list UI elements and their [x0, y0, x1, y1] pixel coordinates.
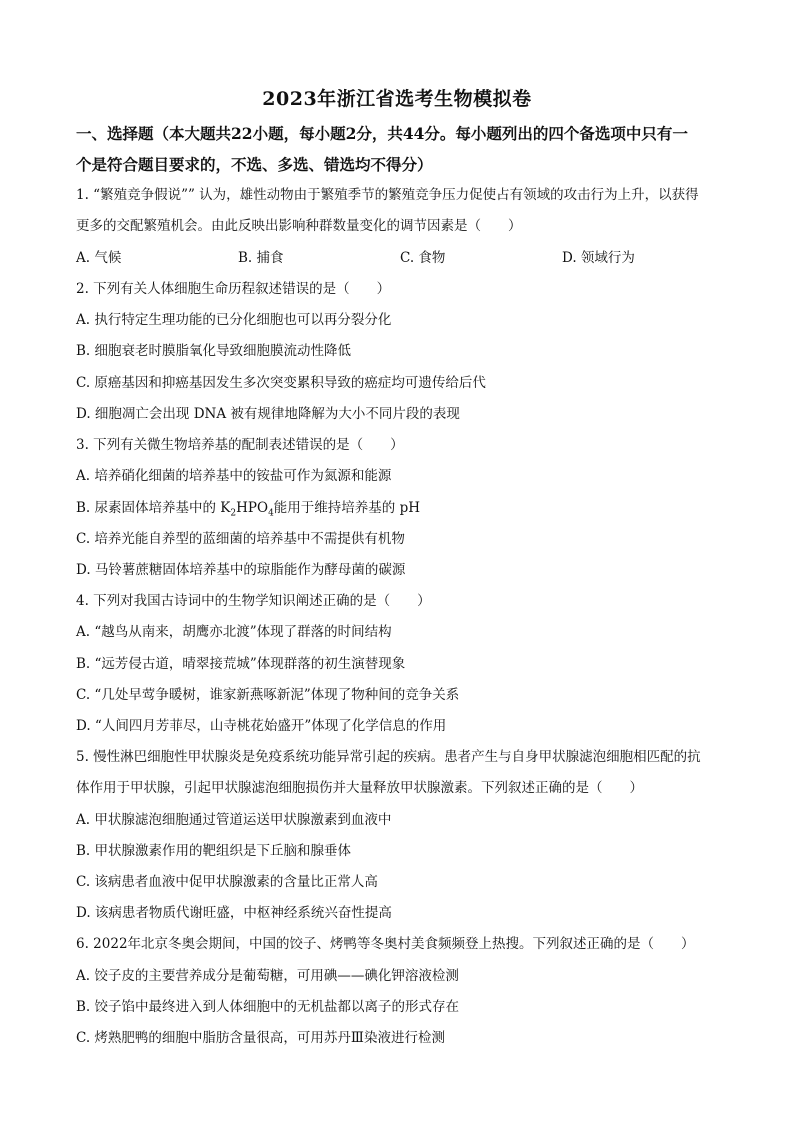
question-2-option-b: B. 细胞衰老时膜脂氧化导致细胞膜流动性降低 — [76, 343, 352, 359]
exam-title: 2023年浙江省选考生物模拟卷 — [262, 88, 532, 110]
question-4-option-b: B. “远芳侵古道，晴翠接荒城”体现群落的初生演替现象 — [76, 656, 406, 672]
question-3-option-b-text-3: 能用于维持培养基的 pH — [273, 500, 421, 516]
question-2-stem: 2. 下列有关人体细胞生命历程叙述错误的是（ ） — [76, 281, 391, 297]
section-heading — [76, 118, 726, 180]
question-5-option-c: C. 该病患者血液中促甲状腺激素的含量比正常人高 — [76, 874, 378, 890]
question-1-option-c: C. 食物 — [400, 250, 446, 266]
section-heading-line-1: 一、选择题（本大题共22小题，每小题2分，共44分。每小题列出的四个备选项中只有一 — [76, 124, 688, 143]
question-3-option-c: C. 培养光能自养型的蓝细菌的培养基中不需提供有机物 — [76, 531, 405, 547]
question-6-option-b: B. 饺子馅中最终进入到人体细胞中的无机盐都以离子的形式存在 — [76, 999, 460, 1015]
question-5-stem-line-1: 5. 慢性淋巴细胞性甲状腺炎是免疫系统功能异常引起的疾病。患者产生与自身甲状腺滤泡细胞相匹配的抗 — [76, 749, 701, 765]
question-1-stem-line-1: 1. “繁殖竞争假说”” 认为，雄性动物由于繁殖季节的繁殖竞争压力促使占有领域的攻击行为上升，以获得 — [76, 187, 699, 203]
question-1-option-a: A. 气候 — [76, 250, 122, 266]
question-3-stem: 3. 下列有关微生物培养基的配制表述错误的是（ ） — [76, 437, 404, 453]
question-5-option-d: D. 该病患者物质代谢旺盛，中枢神经系统兴奋性提高 — [76, 905, 392, 921]
question-3-option-b-subscript-1: 2 — [230, 508, 237, 519]
question-1-options — [76, 248, 726, 268]
question-1-option-d: D. 领域行为 — [562, 250, 635, 266]
question-1-stem-line-2: 更多的交配繁殖机会。由此反映出影响种群数量变化的调节因素是（ ） — [76, 218, 522, 234]
question-5-option-b: B. 甲状腺激素作用的靶组织是下丘脑和腺垂体 — [76, 843, 352, 859]
question-6-option-c: C. 烤熟肥鸭的细胞中脂肪含量很高，可用苏丹Ⅲ染液进行检测 — [76, 1030, 445, 1046]
question-6-option-a: A. 饺子皮的主要营养成分是葡萄糖，可用碘——碘化钾溶液检测 — [76, 968, 459, 984]
question-4-stem: 4. 下列对我国古诗词中的生物学知识阐述正确的是（ ） — [76, 593, 431, 609]
question-3-option-b — [76, 498, 726, 524]
question-6-stem: 6. 2022年北京冬奥会期间，中国的饺子、烤鸭等冬奥村美食频频登上热搜。下列叙述正确的是（ ） — [76, 936, 695, 952]
section-heading-line-2: 个是符合题目要求的，不选、多选、错选均不得分） — [76, 155, 433, 174]
question-4-option-c: C. “几处早莺争暖树，谁家新燕啄新泥”体现了物种间的竞争关系 — [76, 687, 460, 703]
question-3-option-d: D. 马铃薯蔗糖固体培养基中的琼脂能作为酵母菌的碳源 — [76, 562, 406, 578]
question-5-option-a: A. 甲状腺滤泡细胞通过管道运送甲状腺激素到血液中 — [76, 812, 392, 828]
question-1-option-b: B. 捕食 — [238, 250, 284, 266]
question-4-option-a: A. “越鸟从南来，胡鹰亦北渡”体现了群落的时间结构 — [76, 624, 392, 640]
question-3-option-b-subscript-2: 4 — [268, 508, 274, 519]
question-3-option-b-text-2: HPO — [236, 500, 269, 516]
question-3-option-a: A. 培养硝化细菌的培养基中的铵盐可作为氮源和能源 — [76, 468, 392, 484]
question-3-option-b-text-1: B. 尿素固体培养基中的 K — [76, 500, 231, 516]
question-2-option-a: A. 执行特定生理功能的已分化细胞也可以再分裂分化 — [76, 312, 392, 328]
question-5-stem-line-2: 体作用于甲状腺，引起甲状腺滤泡细胞损伤并大量释放甲状腺激素。下列叙述正确的是（ ） — [76, 780, 643, 796]
question-2-option-d: D. 细胞凋亡会出现 DNA 被有规律地降解为大小不同片段的表现 — [76, 406, 460, 422]
question-4-option-d: D. “人间四月芳菲尽，山寺桃花始盛开”体现了化学信息的作用 — [76, 718, 447, 734]
question-2-option-c: C. 原癌基因和抑癌基因发生多次突变累积导致的癌症均可遗传给后代 — [76, 375, 486, 391]
